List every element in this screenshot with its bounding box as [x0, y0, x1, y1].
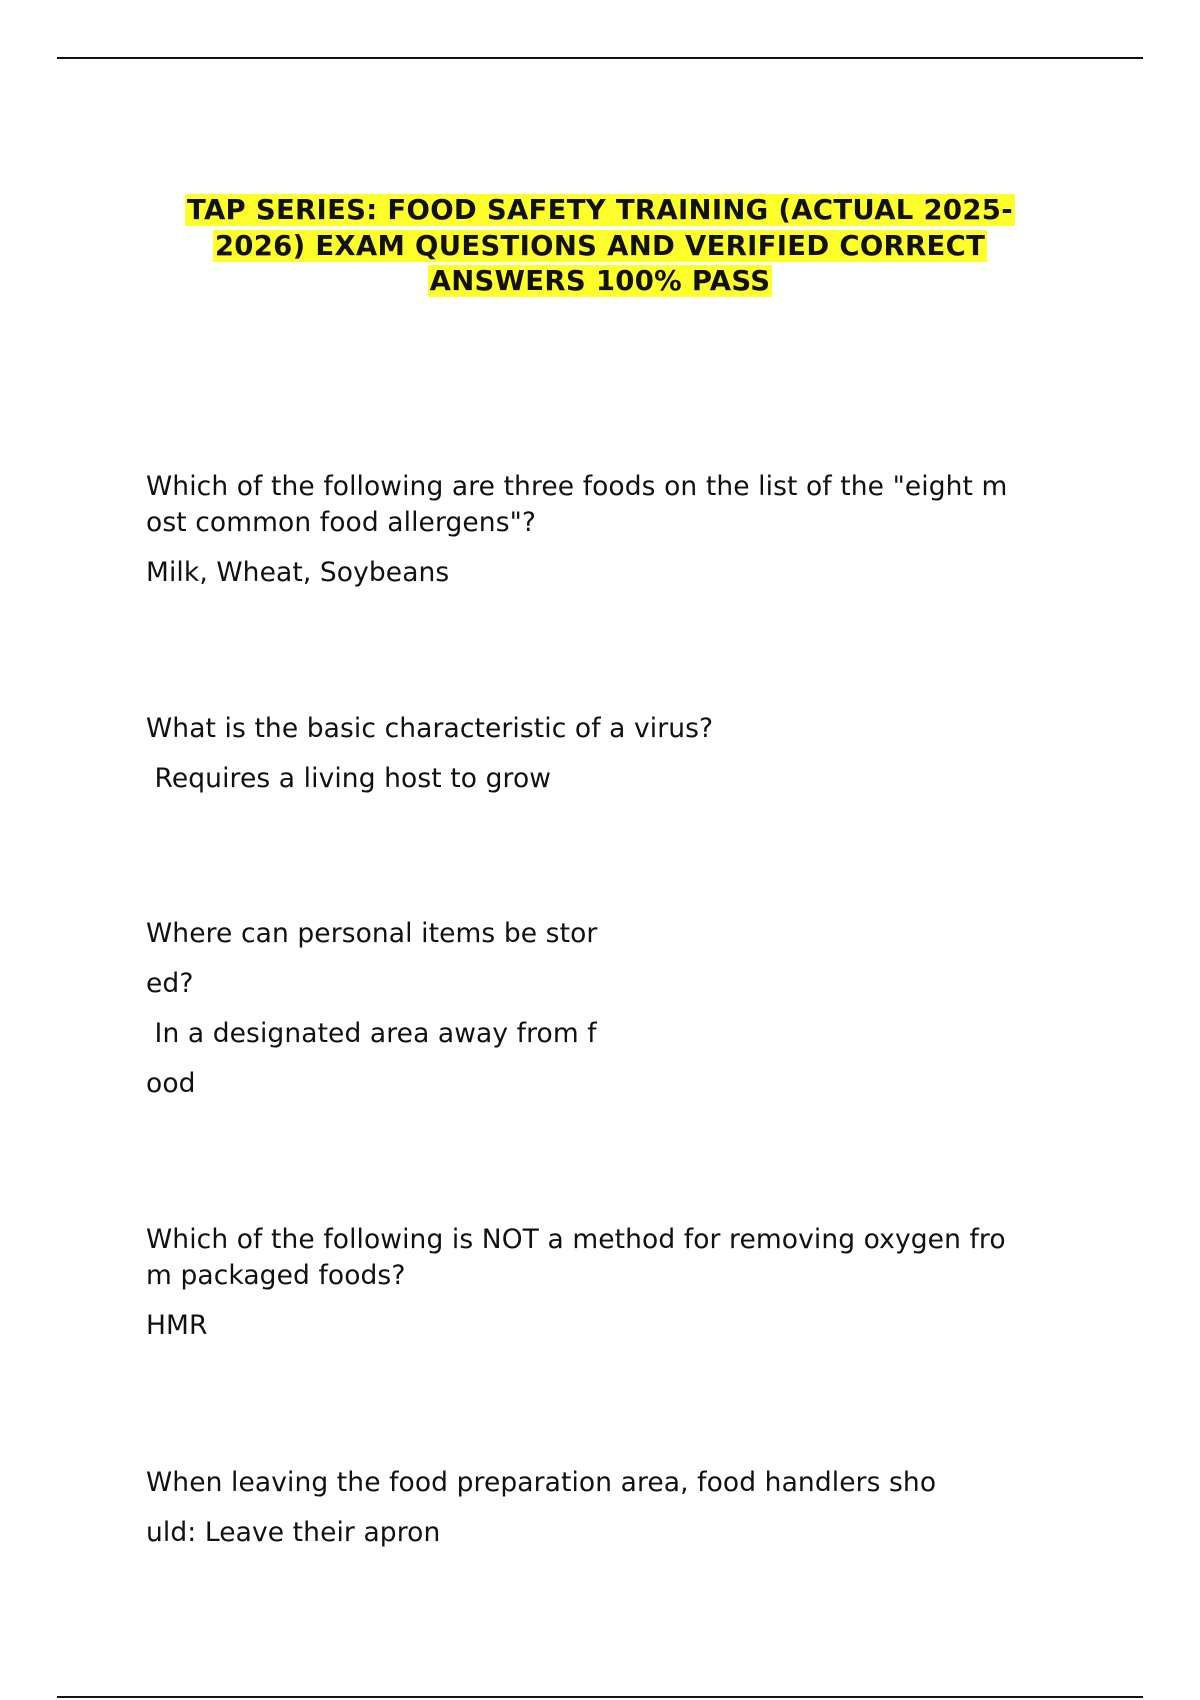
question-text: What is the basic characteristic of a virus?	[146, 713, 714, 744]
qa-item-2	[146, 711, 1086, 797]
title-line-2: 2026) EXAM QUESTIONS AND VERIFIED CORRECT	[214, 229, 986, 262]
top-rule	[57, 57, 1143, 59]
question-text: Which of the following is NOT a method for removing oxygen fro	[146, 1224, 1006, 1255]
title-line-1: TAP SERIES: FOOD SAFETY TRAINING (ACTUAL 2025-	[187, 194, 1013, 226]
question-text: uld: Leave their apron	[146, 1517, 441, 1548]
question-text: ed?	[146, 968, 194, 999]
question-text: Which of the following are three foods on the list of the "eight m	[146, 471, 1008, 502]
answer-text: ood	[146, 1068, 196, 1099]
document-title	[100, 193, 1100, 300]
title-line-3: ANSWERS 100% PASS	[429, 265, 771, 297]
answer-text: HMR	[146, 1310, 208, 1341]
bottom-rule	[57, 1696, 1143, 1698]
qa-item-1	[146, 469, 1086, 591]
question-text: ost common food allergens"?	[146, 507, 537, 538]
answer-text: In a designated area away from f	[146, 1018, 597, 1049]
answer-text: Milk, Wheat, Soybeans	[146, 557, 450, 588]
qa-item-3	[146, 916, 1086, 1102]
question-text: m packaged foods?	[146, 1260, 406, 1291]
question-text: Where can personal items be stor	[146, 918, 598, 949]
qa-item-4	[146, 1222, 1086, 1344]
answer-text: Requires a living host to grow	[146, 763, 552, 794]
question-text: When leaving the food preparation area, food handlers sho	[146, 1467, 937, 1498]
qa-item-5	[146, 1465, 1086, 1551]
